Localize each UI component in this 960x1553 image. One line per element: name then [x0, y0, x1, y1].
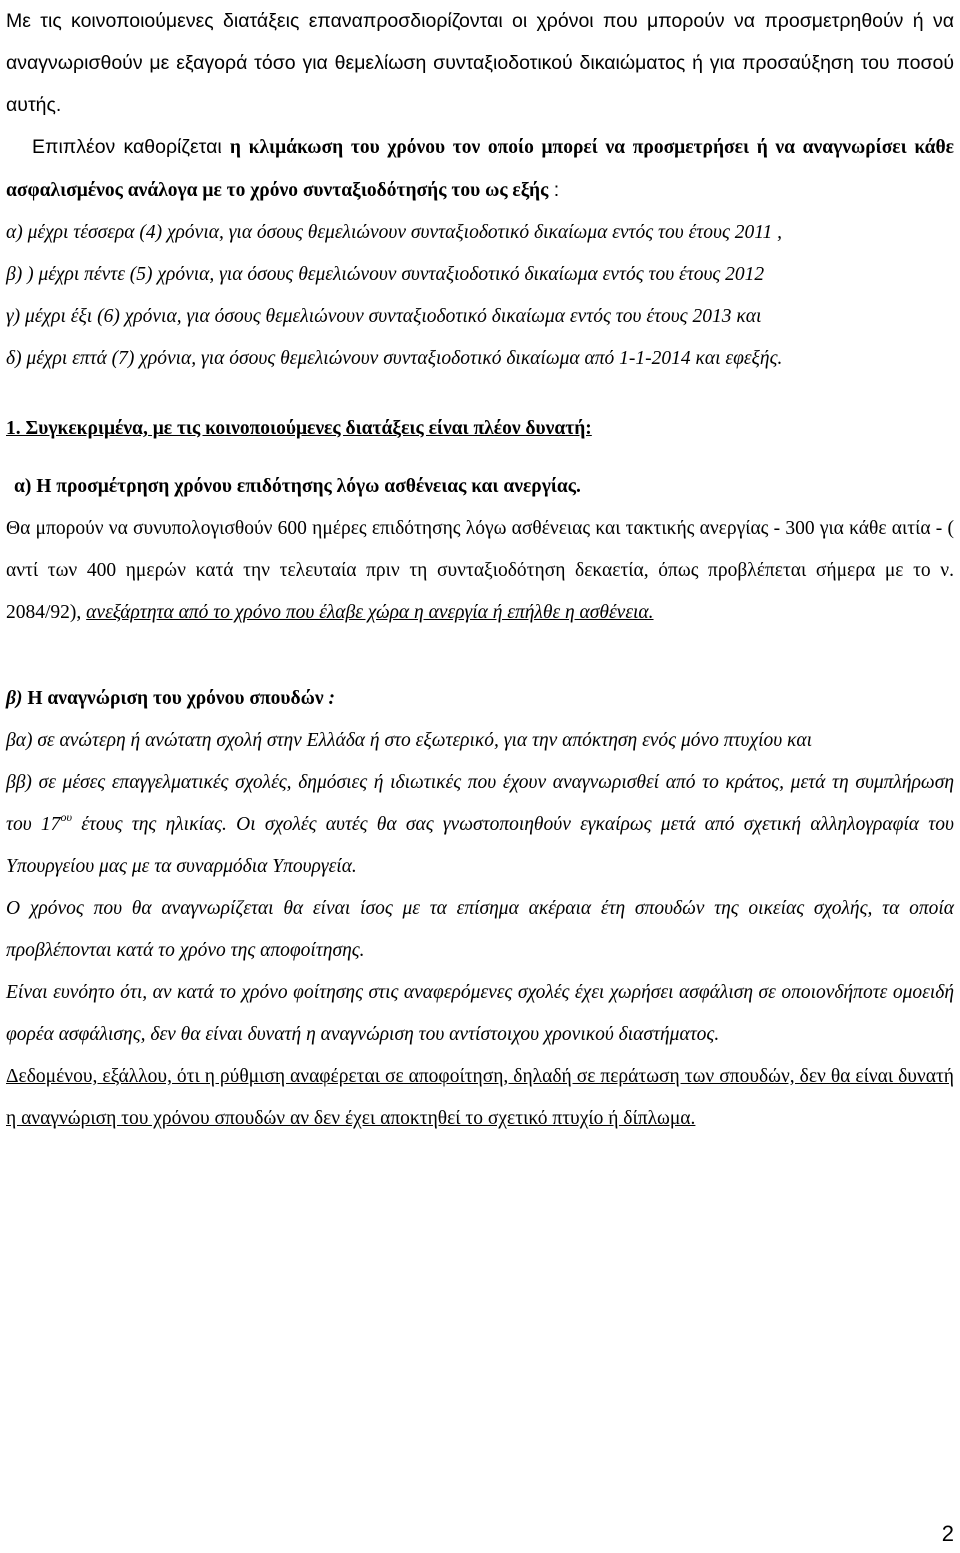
- scale-item-c: γ) μέχρι έξι (6) χρόνια, για όσους θεμελιώνουν συνταξιοδοτικό δικαίωμα εντός του έτους 2013 και: [6, 306, 762, 327]
- scale-paragraph: [6, 126, 954, 212]
- sub-b-time: Ο χρόνος που θα αναγνωρίζεται θα είναι ίσος με τα επίσημα ακέραια έτη σπουδών της οικείας σχολής, τα οποία προβλέπονται κατά το χρόνο της αποφοίτησης.: [6, 898, 954, 961]
- sub-b-colon: :: [323, 688, 336, 709]
- spacer: [6, 380, 954, 408]
- sub-b-bb-after: έτους της ηλικίας. Οι σχολές αυτές θα σας γνωστοποιηθούν εγκαίρως μετά από σχετική αλληλογραφία του Υπουργείου μας με τα συναρμόδια Υπουργεία.: [6, 814, 954, 877]
- sub-b-bb: [6, 762, 954, 888]
- spacer: [6, 634, 954, 678]
- sub-a-heading: α) Η προσμέτρηση χρόνου επιδότησης λόγω ασθένειας και ανεργίας.: [14, 476, 581, 497]
- sub-a-underlined: ανεξάρτητα από το χρόνο που έλαβε χώρα η ανεργία ή επήλθε η ασθένεια.: [86, 602, 654, 623]
- intro-paragraph: Με τις κοινοποιούμενες διατάξεις επαναπροσδιορίζονται οι χρόνοι που μπορούν να προσμετρηθούν ή να αναγνωρισθούν με εξαγορά τόσο για θεμελίωση συνταξιοδοτικού δικαιώματος ή για προσαύξηση του ποσού αυτής.: [6, 10, 954, 116]
- sub-a-text: [6, 508, 954, 634]
- sub-a-body: Θα μπορούν να συνυπολογισθούν 600 ημέρες επιδότησης λόγω ασθένειας και τακτικής ανεργίας - 300 για κάθε αιτία - ( αντί των 400 ημερών κατά την τελευταία πριν τη συνταξιοδότηση δεκαετία, όπως προβλέπεται σήμερα με το ν. 2084/92),: [6, 518, 954, 623]
- scale-bold-text: η κλιμάκωση του χρόνου τον οποίο μπορεί να προσμετρήσει ή να αναγνωρίσει κάθε ασφαλισμένος ανάλογα με το χρόνο συνταξιοδότησής του ως εξής: [6, 137, 954, 201]
- scale-item-b: β) ) μέχρι πέντε (5) χρόνια, για όσους θεμελιώνουν συνταξιοδοτικό δικαίωμα εντός του έτους 2012: [6, 264, 765, 285]
- scale-suffix: :: [548, 179, 560, 201]
- sub-b-bb-superscript: ου: [60, 810, 72, 824]
- sub-b-underlined-note: Δεδομένου, εξάλλου, ότι η ρύθμιση αναφέρεται σε αποφοίτηση, δηλαδή σε περάτωση των σπουδών, δεν θα είναι δυνατή η αναγνώριση του χρόνου σπουδών αν δεν έχει αποκτηθεί το σχετικό πτυχίο ή δίπλωμα.: [6, 1066, 954, 1129]
- scale-item-d: δ) μέχρι επτά (7) χρόνια, για όσους θεμελιώνουν συνταξιοδοτικό δικαίωμα από 1-1-2014 και εφεξής.: [6, 348, 783, 369]
- sub-b-ba: βα) σε ανώτερη ή ανώτατη σχολή στην Ελλάδα ή στο εξωτερικό, για την απόκτηση ενός μόνο πτυχίου και: [6, 730, 813, 751]
- scale-prefix: Επιπλέον καθορίζεται: [32, 136, 230, 158]
- document-page: [6, 0, 954, 1140]
- sub-b-note: Είναι ευνόητο ότι, αν κατά το χρόνο φοίτησης στις αναφερόμενες σχολές έχει χωρήσει ασφάλιση σε οποιονδήποτε ομοειδή φορέα ασφάλισης, δεν θα είναι δυνατή η αναγνώριση του αντίστοιχου χρονικού διαστήματος.: [6, 982, 954, 1045]
- page-number: 2: [941, 1521, 954, 1546]
- spacer: [6, 450, 954, 466]
- scale-item-a: α) μέχρι τέσσερα (4) χρόνια, για όσους θεμελιώνουν συνταξιοδοτικό δικαίωμα εντός του έτους 2011 ,: [6, 222, 783, 243]
- sub-b-heading: [6, 678, 954, 720]
- sub-b-bb-before: ββ) σε μέσες επαγγελματικές σχολές, δημόσιες ή ιδιωτικές που έχουν αναγνωρισθεί από το κράτος, μετά τη συμπλήρωση του 17: [6, 772, 954, 835]
- section1-heading: 1. Συγκεκριμένα, με τις κοινοποιούμενες διατάξεις είναι πλέον δυνατή:: [6, 418, 592, 439]
- sub-b-title: Η αναγνώριση του χρόνου σπουδών: [22, 688, 324, 709]
- sub-b-letter: β): [6, 688, 23, 709]
